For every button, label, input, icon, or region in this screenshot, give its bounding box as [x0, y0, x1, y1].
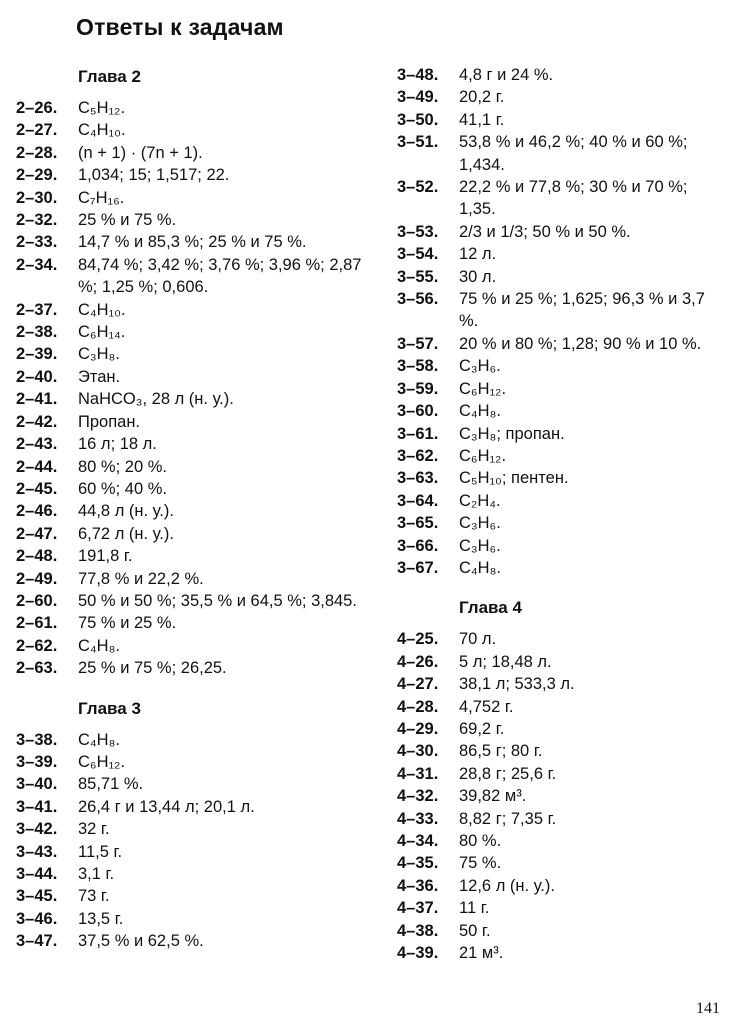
problem-number: 2–38.: [16, 323, 58, 342]
problem-number: 2–44.: [16, 457, 58, 476]
answer-text: 12,6 л (н. у.).: [459, 876, 555, 895]
answer-row: [16, 729, 376, 751]
problem-number: 3–66.: [397, 536, 439, 555]
answer-text: C₄H₁₀.: [78, 300, 126, 319]
page-title: Ответы к задачам: [76, 14, 284, 40]
answer-row: [397, 288, 727, 333]
answer-text: C₃H₈; пропан.: [459, 424, 565, 443]
problem-number: 4–34.: [397, 832, 439, 850]
answer-row: [397, 696, 727, 718]
problem-number: 4–35.: [397, 854, 439, 873]
answer-text: C₅H₁₂.: [78, 99, 126, 117]
answer-text: 30 л.: [459, 267, 497, 286]
problem-number: 3–67.: [397, 558, 439, 577]
chapter-heading: Глава 3: [78, 698, 141, 718]
answer-row: [16, 773, 376, 795]
problem-number: 3–40.: [16, 775, 58, 794]
answer-row: [16, 751, 376, 773]
answer-text: C₄H₈.: [78, 730, 120, 749]
answer-text: 6,72 л (н. у.).: [78, 524, 174, 543]
answer-row: [16, 142, 376, 164]
answer-row: [397, 355, 727, 377]
answer-text: 32 г.: [78, 820, 110, 839]
answer-text: 26,4 г и 13,44 л; 20,1 л.: [78, 797, 255, 816]
problem-number: 2–45.: [16, 479, 58, 498]
answer-text: 75 %.: [459, 854, 502, 873]
answer-text: 75 % и 25 %; 1,625; 96,3 % и 3,7 %.: [459, 290, 705, 331]
answer-text: 13,5 г.: [78, 909, 124, 928]
answer-text: C₃H₆.: [459, 514, 501, 533]
problem-number: 3–49.: [397, 88, 439, 107]
problem-number: 3–48.: [397, 66, 439, 84]
problem-number: 4–27.: [397, 675, 439, 694]
section-spacer: [397, 579, 727, 595]
answer-row: [16, 841, 376, 863]
problem-number: 3–61.: [397, 424, 439, 443]
problem-number: 4–26.: [397, 652, 439, 671]
problem-number: 2–40.: [16, 367, 58, 386]
problem-number: 4–28.: [397, 697, 439, 716]
answer-text: NaHCO₃, 28 л (н. у.).: [78, 390, 234, 409]
answer-text: 86,5 г; 80 г.: [459, 742, 543, 761]
answer-text: 84,74 %; 3,42 %; 3,76 %; 3,96 %; 2,87 %; 1,25 %; 0,606.: [78, 255, 362, 297]
problem-number: 4–30.: [397, 742, 439, 761]
answer-row: [397, 109, 727, 131]
problem-number: 4–36.: [397, 876, 439, 895]
answer-row: [16, 545, 376, 567]
answer-text: C₆H₁₂.: [78, 752, 126, 771]
answer-text: 38,1 л; 533,3 л.: [459, 675, 575, 694]
answer-row: [16, 478, 376, 500]
answer-text: 5 л; 18,48 л.: [459, 652, 552, 671]
answer-text: C₇H₁₆.: [78, 188, 125, 207]
answer-row: [397, 423, 727, 445]
answer-text: 75 % и 25 %.: [78, 614, 177, 633]
answer-text: 25 % и 75 %.: [78, 211, 177, 230]
answer-row: [16, 657, 376, 679]
answer-row: [397, 86, 727, 108]
answer-row: [397, 221, 727, 243]
answer-row: [397, 333, 727, 355]
problem-number: 2–33.: [16, 233, 58, 252]
answer-text: C₆H₁₄.: [78, 323, 126, 342]
answer-row: [397, 64, 727, 86]
answer-text: 4,8 г и 24 %.: [459, 66, 554, 84]
problem-number: 4–25.: [397, 630, 439, 649]
problem-number: 3–50.: [397, 110, 439, 129]
answer-text: C₂H₄.: [459, 491, 501, 510]
answer-text: C₆H₁₂.: [459, 446, 507, 465]
problem-number: 2–43.: [16, 435, 58, 454]
problem-number: 3–41.: [16, 797, 58, 816]
answer-row: [397, 785, 727, 807]
problem-number: 3–59.: [397, 379, 439, 398]
problem-number: 2–61.: [16, 614, 58, 633]
answer-row: [16, 388, 376, 410]
problem-number: 2–49.: [16, 569, 58, 588]
problem-number: 2–62.: [16, 636, 58, 655]
answer-text: 14,7 % и 85,3 %; 25 % и 75 %.: [78, 233, 307, 252]
answer-row: [397, 266, 727, 288]
answer-text: 44,8 л (н. у.).: [78, 502, 174, 521]
answer-text: 3,1 г.: [78, 865, 115, 883]
problem-number: 2–60.: [16, 591, 58, 610]
problem-number: 2–26.: [16, 99, 58, 117]
problem-number: 3–64.: [397, 491, 439, 510]
problem-number: 2–27.: [16, 121, 58, 140]
problem-number: 2–41.: [16, 390, 58, 409]
problem-number: 3–39.: [16, 752, 58, 771]
section-spacer: [16, 680, 376, 696]
answer-text: C₄H₈.: [78, 636, 120, 655]
answer-row: [16, 612, 376, 634]
problem-number: 3–60.: [397, 402, 439, 421]
problem-number: 3–38.: [16, 730, 58, 749]
answer-row: [397, 897, 727, 919]
answer-text: 191,8 г.: [78, 547, 133, 566]
problem-number: 3–47.: [16, 932, 58, 951]
answer-text: 1,034; 15; 1,517; 22.: [78, 166, 230, 185]
answer-text: C₄H₈.: [459, 558, 501, 577]
answer-text: 20 % и 80 %; 1,28; 90 % и 10 %.: [459, 334, 702, 353]
answer-row: [397, 763, 727, 785]
answer-text: 69,2 г.: [459, 719, 505, 738]
problem-number: 2–30.: [16, 188, 58, 207]
answer-row: [397, 400, 727, 422]
problem-number: 3–44.: [16, 865, 58, 883]
answer-row: [16, 119, 376, 141]
answer-text: 53,8 % и 46,2 %; 40 % и 60 %; 1,434.: [459, 133, 688, 174]
answer-row: [397, 740, 727, 762]
problem-number: 3–52.: [397, 178, 439, 197]
answer-row: [16, 796, 376, 818]
answer-text: 25 % и 75 %; 26,25.: [78, 659, 227, 678]
answer-text: 28,8 г; 25,6 г.: [459, 764, 557, 783]
answer-row: [397, 512, 727, 534]
problem-number: 3–43.: [16, 842, 58, 861]
answer-row: [397, 535, 727, 557]
answer-row: [397, 830, 727, 852]
answer-text: (n + 1) · (7n + 1).: [78, 143, 203, 162]
problem-number: 2–28.: [16, 143, 58, 162]
answer-text: 80 %; 20 %.: [78, 457, 167, 476]
answer-row: [16, 187, 376, 209]
problem-number: 2–63.: [16, 659, 58, 678]
answer-text: 20,2 г.: [459, 88, 505, 107]
answer-row: [16, 343, 376, 365]
problem-number: 2–42.: [16, 412, 58, 431]
problem-number: 2–37.: [16, 300, 58, 319]
answer-row: [16, 254, 376, 299]
chapter-heading: Глава 2: [78, 67, 141, 86]
answer-text: 4,752 г.: [459, 697, 514, 716]
answer-text: 50 % и 50 %; 35,5 % и 64,5 %; 3,845.: [78, 591, 357, 610]
answer-text: 80 %.: [459, 832, 502, 850]
answer-row: [397, 557, 727, 579]
answer-row: [397, 808, 727, 830]
answer-text: 8,82 г; 7,35 г.: [459, 809, 557, 828]
problem-number: 3–42.: [16, 820, 58, 839]
answer-row: [16, 568, 376, 590]
answer-text: 2/3 и 1/3; 50 % и 50 %.: [459, 222, 631, 241]
problem-number: 4–37.: [397, 899, 439, 918]
page-number: 141: [696, 1000, 720, 1017]
answer-text: 60 %; 40 %.: [78, 479, 167, 498]
problem-number: 2–48.: [16, 547, 58, 566]
problem-number: 3–54.: [397, 245, 439, 264]
problem-number: 4–39.: [397, 944, 439, 963]
problem-number: 4–33.: [397, 809, 439, 828]
answer-text: 39,82 м³.: [459, 787, 527, 806]
answer-text: C₃H₆.: [459, 357, 501, 376]
answer-row: [16, 590, 376, 612]
answer-row: [16, 818, 376, 840]
right-column: [397, 64, 727, 964]
answer-text: 16 л; 18 л.: [78, 435, 157, 454]
problem-number: 4–31.: [397, 764, 439, 783]
problem-number: 2–34.: [16, 255, 58, 274]
answer-row: [16, 299, 376, 321]
answer-row: [16, 523, 376, 545]
answer-row: [16, 411, 376, 433]
answer-text: 85,71 %.: [78, 775, 144, 794]
problem-number: 3–55.: [397, 267, 439, 286]
answer-row: [16, 635, 376, 657]
problem-number: 3–56.: [397, 290, 439, 309]
answer-row: [16, 863, 376, 885]
answer-row: [397, 875, 727, 897]
answer-text: 11,5 г.: [78, 842, 123, 861]
answer-row: [397, 852, 727, 874]
answer-text: C₄H₁₀.: [78, 121, 126, 140]
answer-row: [16, 209, 376, 231]
left-column: [16, 64, 376, 953]
answer-text: Этан.: [78, 367, 121, 386]
problem-number: 2–39.: [16, 345, 58, 364]
problem-number: 2–46.: [16, 502, 58, 521]
problem-number: 2–47.: [16, 524, 58, 543]
problem-number: 2–32.: [16, 211, 58, 230]
answer-row: [397, 467, 727, 489]
answer-row: [397, 920, 727, 942]
answer-row: [397, 378, 727, 400]
answer-text: 11 г.: [459, 899, 490, 918]
problem-number: 4–38.: [397, 921, 439, 940]
answer-row: [16, 456, 376, 478]
answer-text: 73 г.: [78, 887, 110, 906]
chapter-heading: Глава 4: [459, 598, 522, 618]
answer-row: [397, 243, 727, 265]
answer-row: [16, 366, 376, 388]
answer-row: [16, 908, 376, 930]
answer-row: [16, 885, 376, 907]
problem-number: 4–32.: [397, 787, 439, 806]
answer-row: [16, 321, 376, 343]
problem-number: 3–51.: [397, 133, 439, 152]
answer-text: 50 г.: [459, 921, 491, 940]
answer-text: Пропан.: [78, 412, 141, 431]
answer-row: [397, 718, 727, 740]
problem-number: 3–65.: [397, 514, 439, 533]
answer-text: 41,1 г.: [459, 110, 505, 129]
answer-text: C₃H₆.: [459, 536, 501, 555]
answer-text: C₆H₁₂.: [459, 379, 507, 398]
answer-row: [16, 164, 376, 186]
problem-number: 4–29.: [397, 719, 439, 738]
answer-text: 12 л.: [459, 245, 497, 264]
problem-number: 3–45.: [16, 887, 58, 906]
answer-row: [16, 500, 376, 522]
answer-text: 37,5 % и 62,5 %.: [78, 932, 204, 951]
answer-row: [397, 176, 727, 221]
answer-row: [16, 930, 376, 952]
answer-row: [397, 628, 727, 650]
problem-number: 3–62.: [397, 446, 439, 465]
problem-number: 3–63.: [397, 469, 439, 488]
answer-row: [397, 651, 727, 673]
answer-text: 70 л.: [459, 630, 497, 649]
answer-text: C₄H₈.: [459, 402, 501, 421]
problem-number: 2–29.: [16, 166, 58, 185]
answer-row: [397, 942, 727, 964]
answer-row: [397, 131, 727, 176]
answer-row: [397, 490, 727, 512]
answer-row: [16, 433, 376, 455]
answer-row: [397, 445, 727, 467]
answer-row: [16, 231, 376, 253]
answer-text: 77,8 % и 22,2 %.: [78, 569, 204, 588]
problem-number: 3–46.: [16, 909, 58, 928]
problem-number: 3–57.: [397, 334, 439, 353]
answer-text: C₃H₈.: [78, 345, 120, 364]
answer-text: C₅H₁₀; пентен.: [459, 469, 569, 488]
problem-number: 3–58.: [397, 357, 439, 376]
problem-number: 3–53.: [397, 222, 439, 241]
answer-text: 22,2 % и 77,8 %; 30 % и 70 %; 1,35.: [459, 178, 688, 219]
answer-text: 21 м³.: [459, 944, 504, 963]
answer-row: [397, 673, 727, 695]
answer-row: [16, 97, 376, 119]
